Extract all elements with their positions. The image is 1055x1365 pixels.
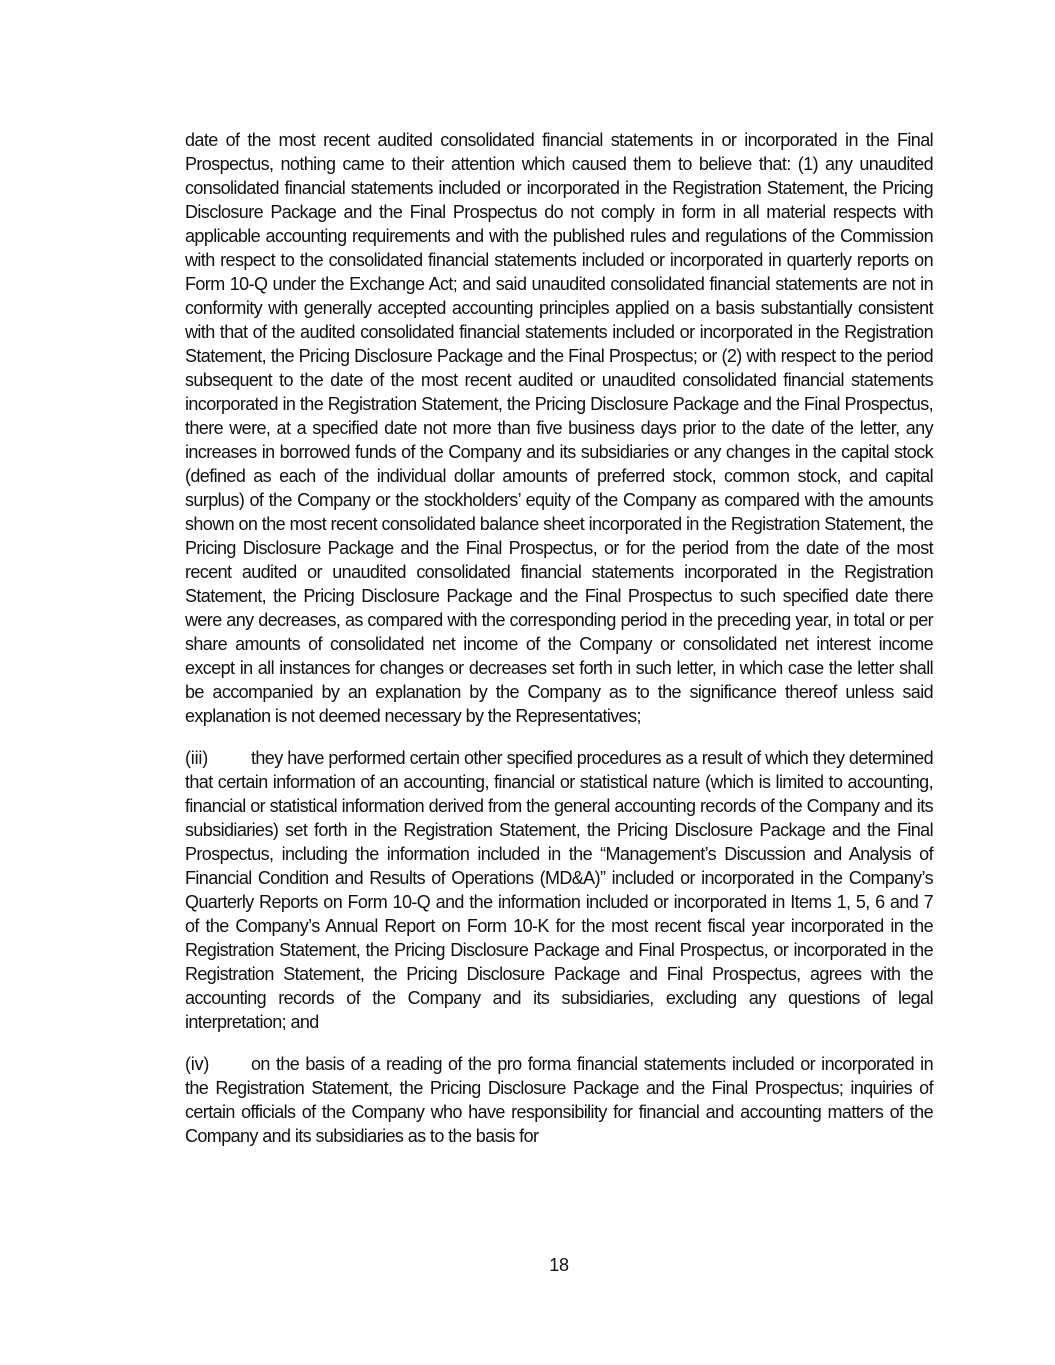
paragraph-text: on the basis of a reading of the pro forma financial statements included or incorporated in the Registration Statement, the Pricing Disclosure Package and the Final Prospectus; inquiries of certain officials of the Company who have responsibility for financial and accounting matters of the Company and its subsidiaries as to the basis for bbox=[185, 1054, 933, 1146]
page-body-text bbox=[185, 128, 933, 1148]
paragraph-text: date of the most recent audited consolidated financial statements in or incorporated in the Final Prospectus, nothing came to their attention which caused them to believe that: (1) any unaudited consolidated financial statements included or incorporated in the Registration Statement, the Pricing Disclosure Package and the Final Prospectus do not comply in form in all material respects with applicable accounting requirements and with the published rules and regulations of the Commission with respect to the consolidated financial statements included or incorporated in quarterly reports on Form 10-Q under the Exchange Act; and said unaudited consolidated financial statements are not in conformity with generally accepted accounting principles applied on a basis substantially consistent with that of the audited consolidated financial statements included or incorporated in the Registration Statement, the Pricing Disclosure Package and the Final Prospectus; or (2) with respect to the period subsequent to the date of the most recent audited or unaudited consolidated financial statements incorporated in the Registration Statement, the Pricing Disclosure Package and the Final Prospectus, there were, at a specified date not more than five business days prior to the date of the letter, any increases in borrowed funds of the Company and its subsidiaries or any changes in the capital stock (defined as each of the individual dollar amounts of preferred stock, common stock, and capital surplus) of the Company or the stockholders’ equity of the Company as compared with the amounts shown on the most recent consolidated balance sheet incorporated in the Registration Statement, the Pricing Disclosure Package and the Final Prospectus, or for the period from the date of the most recent audited or unaudited consolidated financial statements incorporated in the Registration Statement, the Pricing Disclosure Package and the Final Prospectus to such specified date there were any decreases, as compared with the corresponding period in the preceding year, in total or per share amounts of consolidated net income of the Company or consolidated net interest income except in all instances for changes or decreases set forth in such letter, in which case the letter shall be accompanied by an explanation by the Company as to the significance thereof unless said explanation is not deemed necessary by the Representatives; bbox=[185, 130, 933, 726]
paragraph-text: they have performed certain other specified procedures as a result of which they determined that certain information of an accounting, financial or statistical nature (which is limited to accounting, financial or statistical information derived from the general accounting records of the Company and its subsidiaries) set forth in the Registration Statement, the Pricing Disclosure Package and the Final Prospectus, including the information included in the “Management’s Discussion and Analysis of Financial Condition and Results of Operations (MD&A)” included or incorporated in the Company’s Quarterly Reports on Form 10-Q and the information included or incorporated in Items 1, 5, 6 and 7 of the Company’s Annual Report on Form 10-K for the most recent fiscal year incorporated in the Registration Statement, the Pricing Disclosure Package and Final Prospectus, or incorporated in the Registration Statement, the Pricing Disclosure Package and Final Prospectus, agrees with the accounting records of the Company and its subsidiaries, excluding any questions of legal interpretation; and bbox=[185, 748, 933, 1032]
paragraph-iii bbox=[185, 746, 933, 1034]
clause-label-iv: (iv) bbox=[185, 1054, 210, 1074]
paragraph-iv bbox=[185, 1052, 933, 1148]
paragraph-continuation bbox=[185, 128, 933, 728]
page-number: 18 bbox=[549, 1255, 569, 1275]
clause-label-iii: (iii) bbox=[185, 748, 208, 768]
